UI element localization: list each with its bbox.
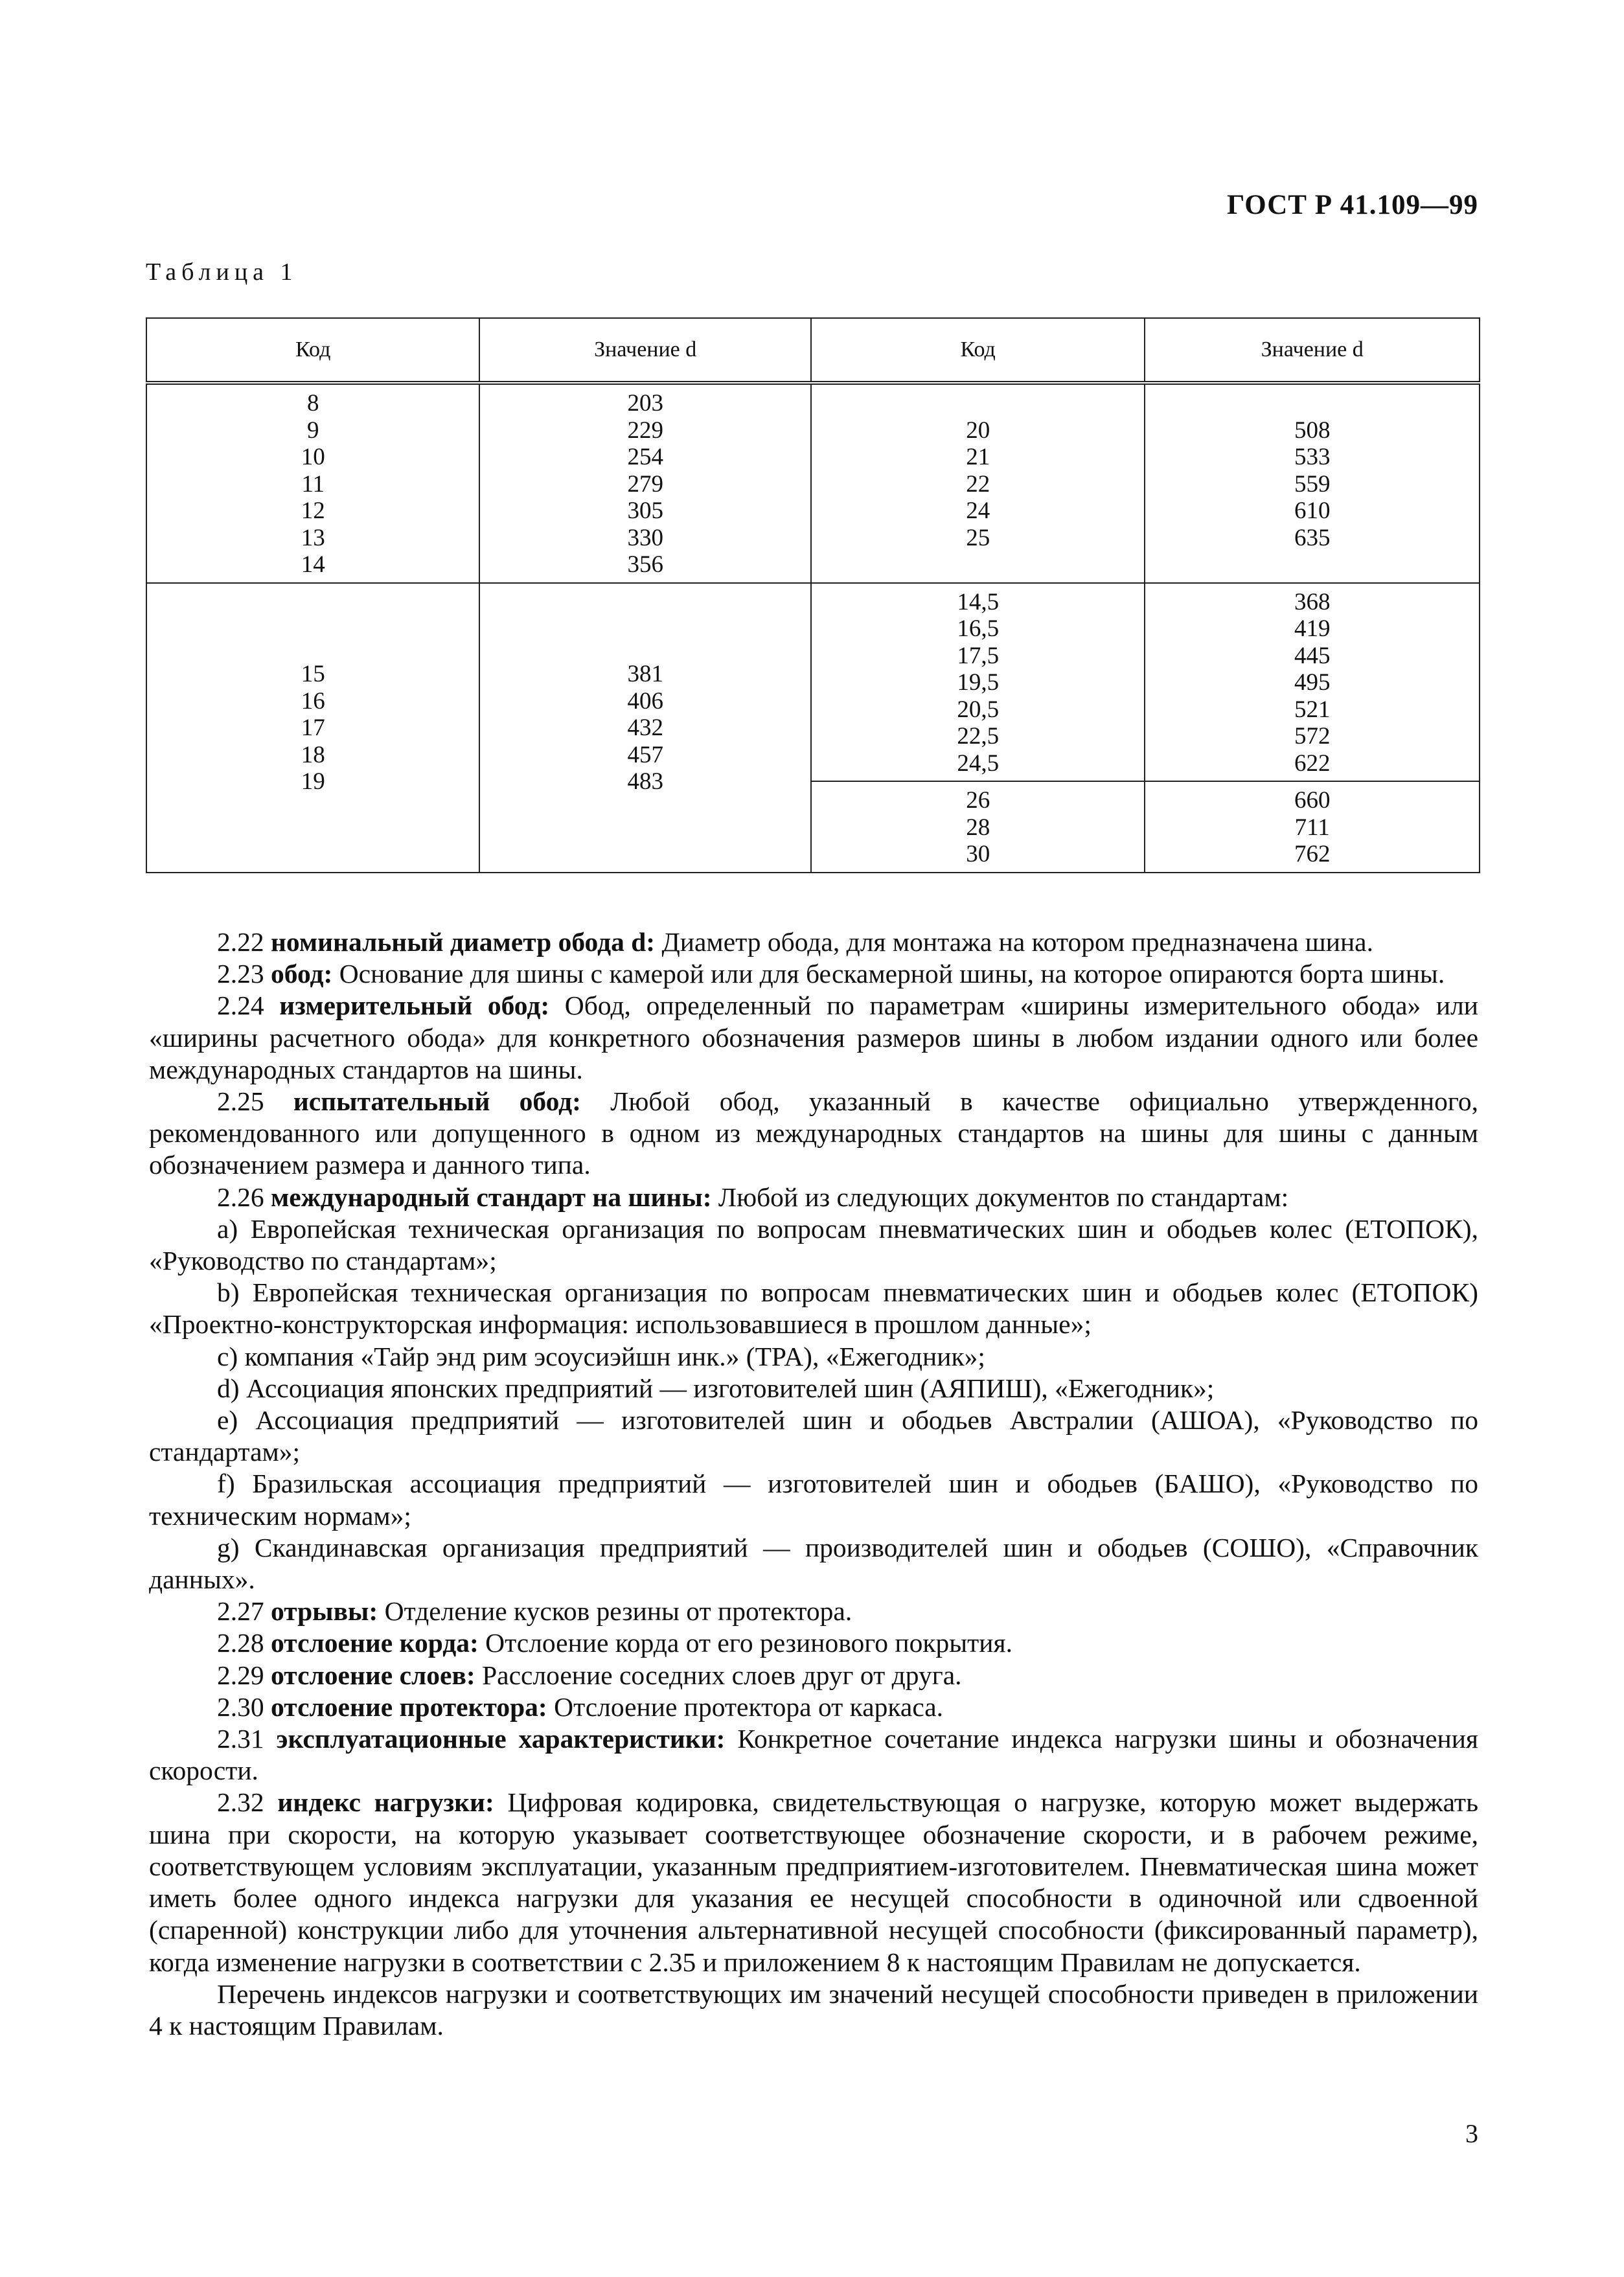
table-cell: 368 419 445 495 521 572 622 <box>1145 583 1480 782</box>
table-cell: 8 9 10 11 12 13 14 <box>146 383 479 583</box>
clause-number: 2.29 <box>217 1660 271 1690</box>
document-header: ГОСТ Р 41.109—99 <box>1226 190 1478 220</box>
paragraph-text: f) Бразильская ассоциация предприятий — изготовителей шин и ободьев (БАШО), «Руководство по техническим нормам»; <box>149 1469 1478 1531</box>
table-row <box>146 383 1480 583</box>
clause-number: 2.26 <box>217 1182 271 1212</box>
paragraph-text: Конкретное сочетание индекса нагрузки шины и обозначения скорости. <box>149 1724 1479 1786</box>
paragraph-text: Обод, определенный по параметрам «ширины измерительного обода» или «ширины расчетного обода» для конкретного обозначения размеров шины в любом издании одного или более международных стандартов на шины. <box>149 990 1478 1084</box>
table-cell: 660 711 762 <box>1145 781 1480 873</box>
term: индекс нагрузки: <box>277 1787 494 1818</box>
table-cell: 20 21 22 24 25 <box>811 383 1145 583</box>
page-number: 3 <box>1465 2119 1478 2148</box>
term: испытательный обод: <box>293 1086 581 1117</box>
header-code-1: Код <box>146 318 479 383</box>
paragraph-text: e) Ассоциация предприятий — изготовителей шин и ободьев Австралии (АШОА), «Руководство по стандартам»; <box>149 1405 1478 1467</box>
clause-number: 2.28 <box>217 1628 271 1658</box>
paragraph <box>149 1182 1478 1213</box>
table-cell: 381 406 432 457 483 <box>479 583 811 873</box>
paragraph <box>149 1787 1478 1978</box>
table-cell: 15 16 17 18 19 <box>146 583 479 873</box>
paragraph-text: a) Европейская техническая организация по вопросам пневматических шин и ободьев колес (ЕТОПОК), «Руководство по стандартам»; <box>149 1213 1478 1276</box>
paragraph-text: Любой обод, указанный в качестве официально утвержденного, рекомендованного или допущенного в одном из международных стандартов на шины для шины с данным обозначением размера и данного типа. <box>149 1086 1479 1180</box>
term: эксплуатационные характеристики: <box>276 1724 726 1754</box>
paragraph <box>149 1404 1478 1468</box>
term: номинальный диаметр обода d: <box>271 927 656 957</box>
header-value-2: Значение d <box>1145 318 1480 383</box>
paragraph-text: Цифровая кодировка, свидетельствующая о нагрузке, которую может выдержать шина при скорости, на которую указывает соответствующее обозначение скорости, и в рабочем режиме, соответствующем условиям эксплуатации, указанным предприятием-изготовителем. Пневматическая шина может иметь более одного индекса нагрузки для указания ее несущей способности в одиночной или сдвоенной (спаренной) конструкции либо для уточнения альтернативной несущей способности (фиксированный параметр), когда изменение нагрузки в соответствии с 2.35 и приложением 8 к настоящим Правилам не допускается. <box>149 1787 1478 1977</box>
clause-number: 2.23 <box>217 959 271 989</box>
header-code-2: Код <box>811 318 1145 383</box>
paragraph <box>149 1341 1478 1373</box>
clause-number: 2.25 <box>217 1086 293 1117</box>
paragraph <box>149 1660 1478 1691</box>
paragraph-text: d) Ассоциация японских предприятий — изготовителей шин (АЯПИШ), «Ежегодник»; <box>217 1373 1215 1403</box>
paragraph <box>149 1691 1478 1723</box>
paragraph-text: Отделение кусков резины от протектора. <box>378 1596 852 1627</box>
table-cell: 508 533 559 610 635 <box>1145 383 1480 583</box>
paragraph <box>149 1723 1478 1787</box>
paragraph <box>149 1596 1478 1627</box>
clause-number: 2.27 <box>217 1596 271 1627</box>
term: международный стандарт на шины: <box>271 1182 712 1212</box>
term: отслоение протектора: <box>271 1691 547 1722</box>
paragraph <box>149 1627 1478 1659</box>
paragraph-text: Расслоение соседних слоев друг от друга. <box>475 1660 962 1690</box>
term: измерительный обод: <box>279 990 550 1021</box>
clause-number: 2.30 <box>217 1691 271 1722</box>
header-value-1: Значение d <box>479 318 811 383</box>
paragraph <box>149 1532 1478 1596</box>
paragraph-text: Отслоение корда от его резинового покрытия. <box>478 1628 1012 1658</box>
paragraph-text: Основание для шины с камерой или для бескамерной шины, на которое опираются борта шины. <box>332 959 1445 989</box>
paragraph <box>149 1978 1478 2042</box>
paragraph <box>149 1213 1478 1277</box>
paragraph <box>149 990 1478 1086</box>
table-row <box>146 583 1480 782</box>
table-caption: Таблица 1 <box>146 258 298 286</box>
table-cell: 203 229 254 279 305 330 356 <box>479 383 811 583</box>
term: обод: <box>271 959 333 989</box>
clause-number: 2.22 <box>217 927 271 957</box>
table-cell: 14,5 16,5 17,5 19,5 20,5 22,5 24,5 <box>811 583 1145 782</box>
clause-number: 2.32 <box>217 1787 278 1818</box>
paragraph <box>149 958 1478 990</box>
table-header-row <box>146 318 1480 383</box>
paragraph-text: Диаметр обода, для монтажа на котором предназначена шина. <box>655 927 1373 957</box>
term: отрывы: <box>271 1596 378 1627</box>
clause-number: 2.31 <box>217 1724 277 1754</box>
clause-number: 2.24 <box>217 990 280 1021</box>
term: отслоение корда: <box>271 1628 479 1658</box>
rim-diameter-table <box>146 317 1480 873</box>
table-cell: 26 28 30 <box>811 781 1145 873</box>
body-text <box>149 926 1478 2042</box>
paragraph <box>149 1373 1478 1404</box>
paragraph-text: Отслоение протектора от каркаса. <box>547 1691 944 1722</box>
paragraph-text: Любой из следующих документов по стандартам: <box>711 1182 1289 1212</box>
paragraph <box>149 1086 1478 1182</box>
paragraph-text: g) Скандинавская организация предприятий — производителей шин и ободьев (СОШО), «Справочник данных». <box>149 1532 1478 1595</box>
paragraph <box>149 1468 1478 1531</box>
paragraph <box>149 1277 1478 1340</box>
term: отслоение слоев: <box>271 1660 475 1690</box>
paragraph <box>149 926 1478 958</box>
paragraph-text: c) компания «Тайр энд рим эсоусиэйшн инк.» (TPA), «Ежегодник»; <box>217 1341 985 1371</box>
paragraph-text: b) Европейская техническая организация по вопросам пневматических шин и ободьев колес (ЕТОПОК) «Проектно-конструкторская информация: использовавшиеся в прошлом данные»; <box>149 1277 1478 1340</box>
paragraph-text: Перечень индексов нагрузки и соответствующих им значений несущей способности приведен в приложении 4 к настоящим Правилам. <box>149 1978 1478 2041</box>
